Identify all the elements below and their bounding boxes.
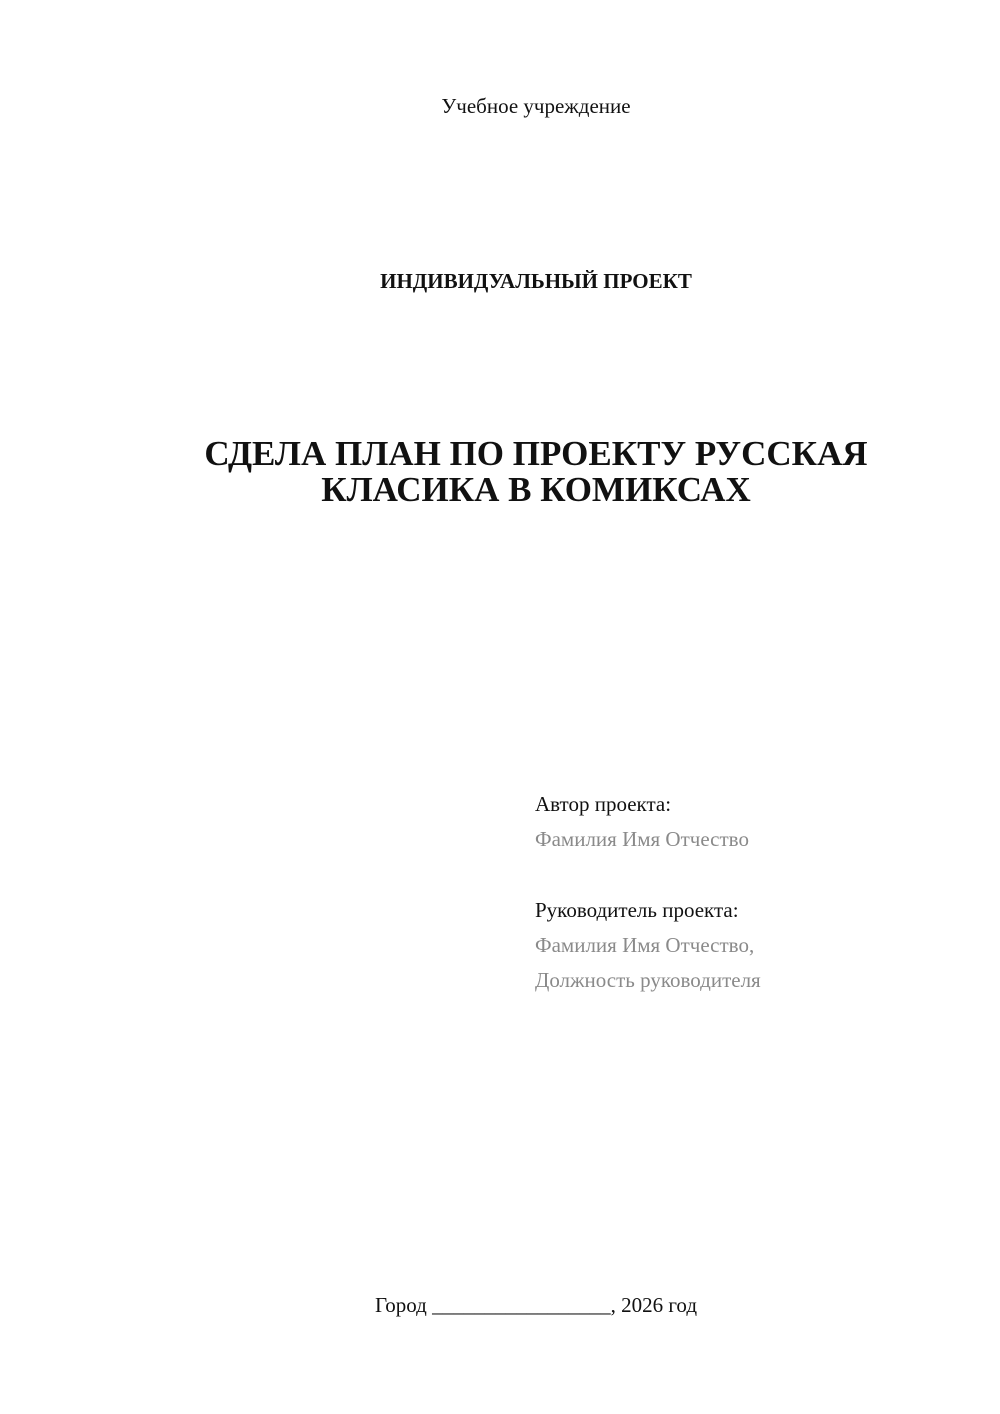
supervisor-block	[535, 893, 975, 998]
author-block	[535, 787, 975, 857]
project-title	[0, 436, 1000, 508]
supervisor-position-placeholder: Должность руководителя	[535, 968, 761, 992]
author-name-placeholder: Фамилия Имя Отчество	[535, 827, 749, 851]
project-title-line: КЛАСИКА В КОМИКСАХ	[321, 470, 751, 509]
supervisor-name-placeholder: Фамилия Имя Отчество,	[535, 933, 755, 957]
project-title-line: СДЕЛА ПЛАН ПО ПРОЕКТУ РУССКАЯ	[204, 434, 868, 473]
project-type-heading: ИНДИВИДУАЛЬНЫЙ ПРОЕКТ	[380, 269, 692, 293]
author-label: Автор проекта:	[535, 792, 672, 816]
supervisor-label: Руководитель проекта:	[535, 898, 739, 922]
city-year-footer: Город _________________, 2026 год	[374, 1293, 698, 1317]
institution-name: Учебное учреждение	[441, 94, 631, 118]
